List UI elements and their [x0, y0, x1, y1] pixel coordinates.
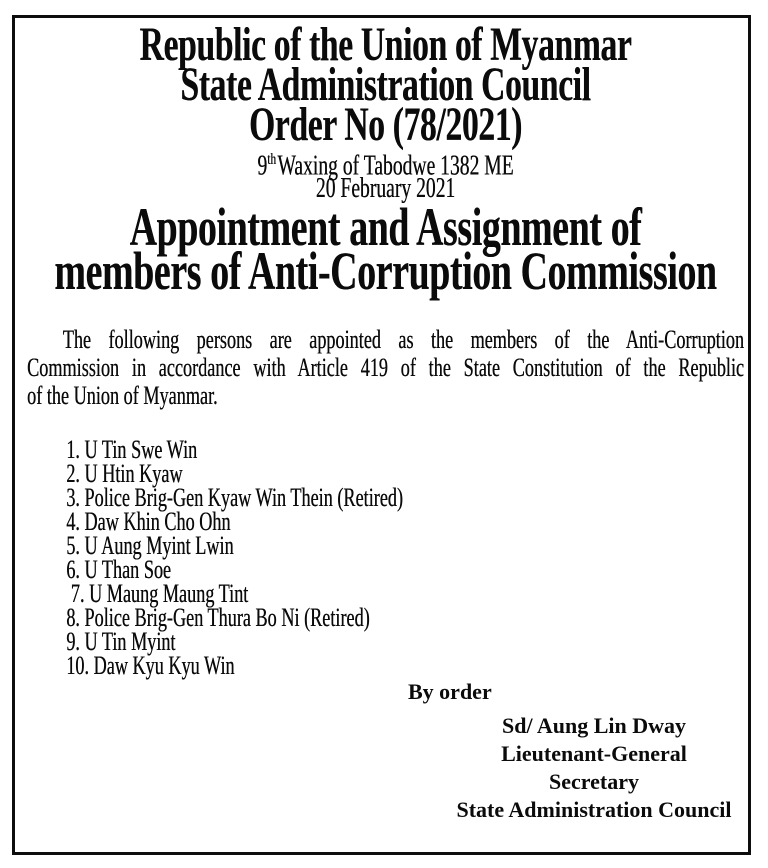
signatory-position: Secretary — [549, 769, 639, 795]
order-number: Order No (78/2021) — [248, 98, 523, 151]
country-title: Republic of the Union of Myanmar — [139, 18, 632, 71]
list-item: 3. Police Brig-Gen Kyaw Win Thein (Retired) — [66, 483, 403, 513]
list-item: 4. Daw Khin Cho Ohn — [66, 507, 231, 537]
signatory-rank: Lieutenant-General — [501, 741, 687, 767]
council-title: State Administration Council — [180, 58, 591, 111]
signatory-name: Sd/ Aung Lin Dway — [501, 713, 687, 739]
document-border — [12, 15, 751, 855]
document-header — [27, 18, 744, 151]
date-block — [27, 148, 744, 205]
order-title-line2: members of Anti-Corruption Commission — [54, 241, 717, 302]
list-item: 5. U Aung Myint Lwin — [66, 531, 234, 561]
list-item: 10. Daw Kyu Kyu Win — [66, 651, 235, 681]
body-paragraph — [27, 326, 744, 410]
list-item: 2. U Htin Kyaw — [66, 459, 183, 489]
date-waxing-text: Waxing of Tabodwe 1382 ME — [277, 150, 514, 182]
list-item: 7. U Maung Maung Tint — [66, 579, 249, 609]
member-list — [66, 435, 744, 681]
date-ordinal-suffix: th — [267, 151, 276, 168]
order-title — [27, 197, 744, 302]
list-item: 8. Police Brig-Gen Thura Bo Ni (Retired) — [66, 603, 370, 633]
paragraph-line1: The following persons are appointed as the members of the Anti-Corruption — [62, 325, 744, 355]
list-item: 1. U Tin Swe Win — [66, 435, 198, 465]
paragraph-line3: of the Union of Myanmar. — [27, 381, 218, 411]
date-day-number: 9 — [257, 150, 268, 182]
list-item: 6. U Than Soe — [66, 555, 172, 585]
order-title-line1: Appointment and Assignment of — [129, 197, 642, 258]
gregorian-date: 20 February 2021 — [315, 173, 456, 205]
signature-block — [444, 712, 744, 824]
condensed-text-area — [27, 18, 744, 681]
by-order-label: By order — [408, 679, 492, 705]
signatory-organization: State Administration Council — [456, 797, 732, 823]
paragraph-line2: Commission in accordance with Article 419 of the State Constitution of the Republic — [27, 353, 744, 383]
document-content — [15, 18, 748, 852]
list-item: 9. U Tin Myint — [66, 627, 176, 657]
